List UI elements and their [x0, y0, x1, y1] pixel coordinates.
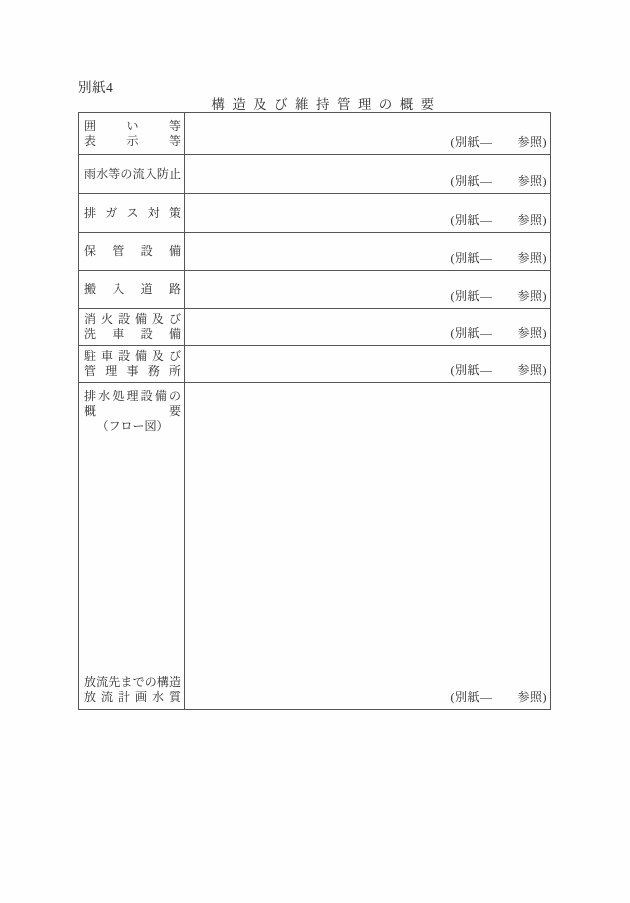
row-label-cell — [79, 155, 185, 193]
row-exhaust-gas-measures — [79, 194, 550, 233]
row-access-road — [79, 271, 550, 309]
row-drainage-treatment — [79, 383, 550, 709]
row-fire-extinguishing-washing — [79, 309, 550, 346]
row-value-cell — [185, 271, 550, 308]
reference-note: (別紙― 参照) — [450, 289, 547, 303]
reference-note: (別紙― 参照) — [450, 326, 547, 340]
row-label-cell — [79, 383, 185, 709]
row-label-bottom-block — [84, 675, 181, 705]
label-line: 表示等 — [84, 133, 181, 148]
label-line: 管理事務所 — [84, 364, 181, 378]
row-label-cell — [79, 271, 185, 308]
row-label-cell — [79, 346, 185, 382]
row-storage-facilities — [79, 233, 550, 271]
label-line: 駐車設備及び — [84, 349, 181, 363]
label-line: 概要 — [84, 404, 181, 418]
label-line: 雨水等の流入防止 — [84, 166, 181, 181]
reference-note: (別紙― 参照) — [450, 363, 547, 377]
row-label-top-block — [84, 389, 181, 434]
row-value-cell — [185, 113, 550, 154]
reference-note: (別紙― 参照) — [450, 174, 547, 188]
label-line: 搬入道路 — [84, 282, 181, 296]
label-line: 排水処理設備の — [84, 389, 181, 403]
attachment-number-label: 別紙4 — [78, 80, 114, 95]
row-value-cell — [185, 346, 550, 382]
reference-note: (別紙― 参照) — [450, 135, 547, 149]
row-label-cell — [79, 113, 185, 154]
structure-maintenance-table — [78, 112, 551, 710]
page-title: 構造及び維持管理の概要 — [211, 97, 442, 112]
reference-note: (別紙― 参照) — [450, 690, 547, 704]
row-value-cell — [185, 309, 550, 345]
label-line: 放流計画水質 — [84, 690, 181, 704]
reference-note: (別紙― 参照) — [450, 213, 547, 227]
label-line: （フロー図） — [96, 419, 169, 433]
row-value-cell — [185, 155, 550, 193]
row-value-cell — [185, 194, 550, 232]
row-label-cell — [79, 233, 185, 270]
row-value-cell — [185, 383, 550, 709]
label-line: 保管設備 — [84, 244, 181, 258]
row-label-cell — [79, 309, 185, 345]
label-line: 排ガス対策 — [84, 205, 181, 220]
row-value-cell — [185, 233, 550, 270]
row-label-cell — [79, 194, 185, 232]
label-line: 消火設備及び — [84, 312, 181, 326]
label-line: 囲い等 — [84, 118, 181, 133]
reference-note: (別紙― 参照) — [450, 251, 547, 265]
row-parking-office — [79, 346, 550, 383]
label-line: 洗車設備 — [84, 327, 181, 341]
row-enclosure-signage — [79, 113, 550, 155]
row-rainwater-inflow-prevention — [79, 155, 550, 194]
label-line: 放流先までの構造 — [84, 675, 181, 689]
